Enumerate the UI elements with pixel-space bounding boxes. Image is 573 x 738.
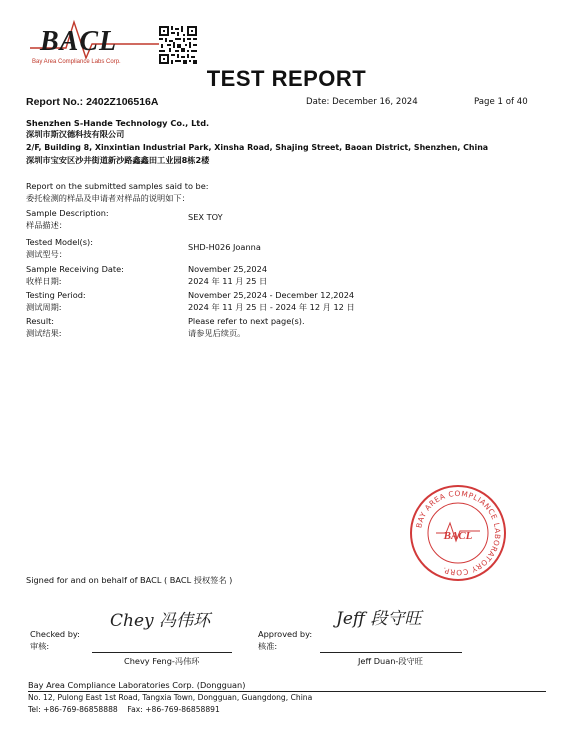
result-label-en: Result:: [26, 316, 55, 326]
receiving-date-label-en: Sample Receiving Date:: [26, 264, 124, 274]
approved-signature: Jeff 段守旺: [336, 609, 422, 629]
intro-cn: 委托检测的样品及申请者对样品的说明如下：: [26, 193, 190, 203]
receiving-date-value: November 25,2024: [188, 264, 268, 274]
stamp-center-text: BACL: [443, 530, 473, 542]
official-stamp: [408, 483, 508, 583]
applicant-name-en: Shenzhen S-Hande Technology Co., Ltd.: [26, 118, 210, 128]
checked-signature: Chey 冯伟环: [110, 611, 211, 631]
checked-signature-line: [92, 652, 232, 653]
page-title: TEST REPORT: [206, 66, 367, 91]
receiving-date-value-cn: 2024 年 11 月 25 日: [188, 276, 268, 286]
page-number: Page 1 of 40: [474, 97, 528, 107]
report-date: Date: December 16, 2024: [306, 97, 418, 107]
receiving-date-label-cn: 收样日期:: [26, 276, 62, 286]
stamp-ring-text: BAY AREA COMPLIANCE LABORATORY CORP.: [414, 488, 503, 578]
checked-by-label-cn: 审核:: [30, 641, 50, 651]
approved-by-label-cn: 核准:: [258, 641, 278, 651]
testing-period-label-cn: 测试周期:: [26, 302, 62, 312]
signoff-statement: Signed for and on behalf of BACL ( BACL 授权签名 ): [26, 575, 233, 585]
approved-by-name: Jeff Duan-段守旺: [358, 656, 423, 666]
approved-signature-line: [320, 652, 462, 653]
footer-company: Bay Area Compliance Laboratories Corp. (Dongguan): [28, 680, 246, 690]
approved-by-label: Approved by:: [258, 629, 313, 639]
result-value: Please refer to next page(s).: [188, 316, 305, 326]
footer-rule: [28, 691, 546, 692]
testing-period-value-cn: 2024 年 11 月 25 日 - 2024 年 12 月 12 日: [188, 302, 355, 312]
testing-period-label-en: Testing Period:: [26, 290, 86, 300]
intro-en: Report on the submitted samples said to be:: [26, 181, 209, 191]
testing-period-value: November 25,2024 - December 12,2024: [188, 290, 355, 300]
tested-model-label-en: Tested Model(s):: [26, 237, 93, 247]
result-value-cn: 请参见后续页。: [188, 328, 246, 338]
checked-by-label: Checked by:: [30, 629, 80, 639]
bacl-logo: [26, 18, 162, 68]
tested-model-label-cn: 测试型号：: [26, 249, 67, 259]
logo-subtitle: Bay Area Compliance Labs Corp.: [32, 59, 121, 65]
report-number: Report No.: 2402Z106516A: [26, 96, 159, 108]
applicant-address-cn: 深圳市宝安区沙井街道新沙路鑫鑫田工业园8栋2楼: [26, 155, 210, 165]
sample-description-label-en: Sample Description:: [26, 208, 109, 218]
sample-description-value: SEX TOY: [188, 212, 223, 222]
footer-contact: Tel: +86-769-86858888 Fax: +86-769-86858891: [28, 705, 220, 714]
footer-address: No. 12, Pulong East 1st Road, Tangxia Town, Dongguan, Guangdong, China: [28, 693, 313, 702]
tested-model-value: SHD-H026 Joanna: [188, 242, 261, 252]
qr-code-icon: [159, 26, 197, 64]
applicant-name-cn: 深圳市斯汉德科技有限公司: [26, 129, 125, 139]
checked-by-name: Chevy Feng-冯伟环: [124, 656, 200, 666]
logo-text: BACL: [40, 26, 118, 57]
result-label-cn: 测试结果:: [26, 328, 62, 338]
applicant-address-en: 2/F, Building 8, Xinxintian Industrial Park, Xinsha Road, Shajing Street, Baoan District, Shenzhen, China: [26, 143, 489, 152]
sample-description-label-cn: 样品描述：: [26, 220, 67, 230]
